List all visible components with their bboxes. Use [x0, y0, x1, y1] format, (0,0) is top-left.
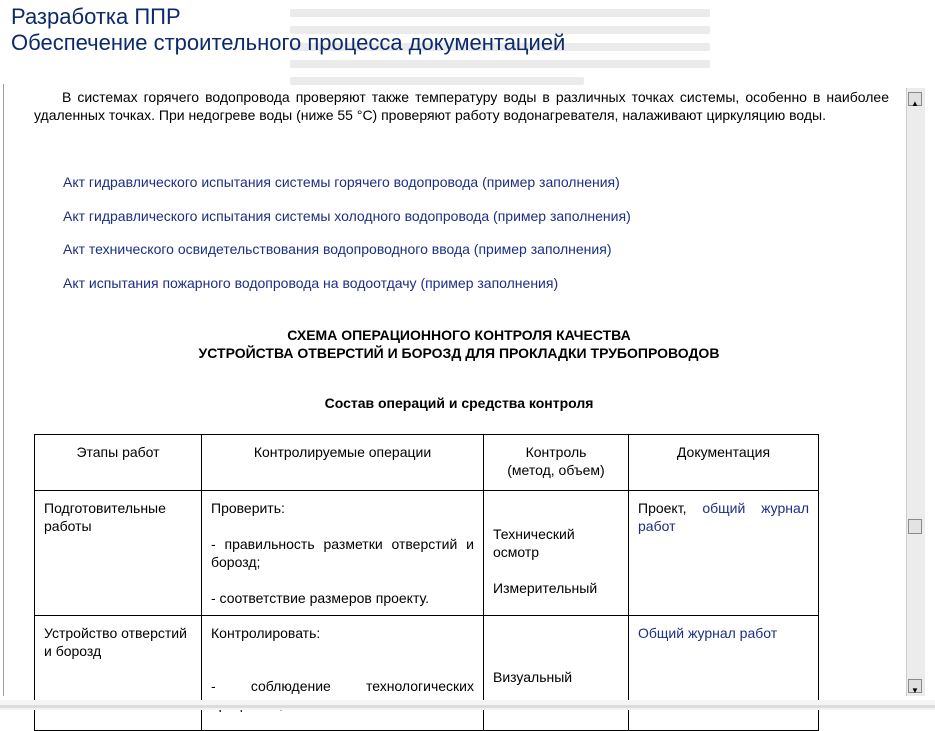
arrow-up-icon: ▲: [911, 99, 919, 108]
cell-documentation: [629, 616, 819, 731]
frame-border: [3, 84, 4, 696]
link-act-water-inlet[interactable]: Акт технического освидетельствования водопроводного ввода (пример заполнения): [63, 241, 612, 257]
cell-stage: Устройство отверстий и борозд: [35, 616, 202, 731]
intro-paragraph: В системах горячего водопровода проверяют также температуру воды в различных точках системы, особенно в наиболее удаленных точках. При недогреве воды (ниже 55 °С) проверяют работу водонагревателя, налаживают циркуляцию воды.: [34, 89, 889, 123]
cell-operations: [202, 491, 484, 616]
column-header-stage: Этапы работ: [35, 435, 202, 491]
table-row: [35, 616, 819, 731]
doc-link-journal[interactable]: Общий журнал работ: [638, 625, 778, 641]
operations-heading: Контролировать:: [211, 625, 321, 641]
operations-heading: Проверить:: [211, 500, 285, 516]
table-row: [35, 491, 819, 616]
cell-operations: [202, 616, 484, 731]
scheme-title-line2: УСТРОЙСТВА ОТВЕРСТИЙ И БОРОЗД ДЛЯ ПРОКЛАДКИ ТРУБОПРОВОДОВ: [198, 345, 720, 361]
column-header-operations: Контролируемые операции: [202, 435, 484, 491]
cell-control: [484, 616, 629, 731]
operation-item: - соответствие размеров проекту.: [211, 590, 430, 606]
link-act-hot-water[interactable]: Акт гидравлического испытания системы горячего водопровода (пример заполнения): [63, 174, 620, 190]
page-subtitle: Обеспечение строительного процесса документацией: [11, 30, 566, 55]
vertical-scrollbar[interactable]: [906, 88, 925, 696]
link-act-cold-water[interactable]: Акт гидравлического испытания системы холодного водопровода (пример заполнения): [63, 208, 631, 224]
control-table: [34, 434, 819, 731]
control-method: Измерительный: [493, 580, 598, 596]
cell-stage: Подготовительные работы: [35, 491, 202, 616]
operations-title: Состав операций и средства контроля: [324, 395, 594, 411]
control-method: Технический осмотр: [493, 526, 575, 560]
scheme-title: [4, 326, 914, 362]
page-title: Разработка ППР: [11, 4, 181, 29]
control-method: Визуальный: [493, 669, 573, 685]
link-act-fire-water[interactable]: Акт испытания пожарного водопровода на водоотдачу (пример заполнения): [63, 275, 559, 291]
doc-link-journal[interactable]: общий журнал работ: [638, 500, 809, 534]
cell-control: [484, 491, 629, 616]
cell-documentation: [629, 491, 819, 616]
scroll-down-button[interactable]: [908, 679, 922, 693]
status-bar: [0, 700, 935, 710]
table-header-row: [35, 435, 819, 491]
scheme-title-line1: СХЕМА ОПЕРАЦИОННОГО КОНТРОЛЯ КАЧЕСТВА: [287, 327, 631, 343]
column-header-control: Контроль (метод, объем): [484, 435, 629, 491]
scroll-thumb[interactable]: [908, 519, 922, 534]
app-header: [0, 0, 935, 84]
column-header-documentation: Документация: [629, 435, 819, 491]
doc-text: Проект,: [638, 500, 703, 516]
scroll-up-button[interactable]: [908, 92, 922, 106]
operation-item: - соблюдение технологических: [211, 678, 474, 694]
document-content: [4, 84, 906, 696]
operation-item: - правильность разметки отверстий и борозд;: [211, 536, 474, 570]
arrow-down-icon: ▼: [911, 686, 919, 695]
